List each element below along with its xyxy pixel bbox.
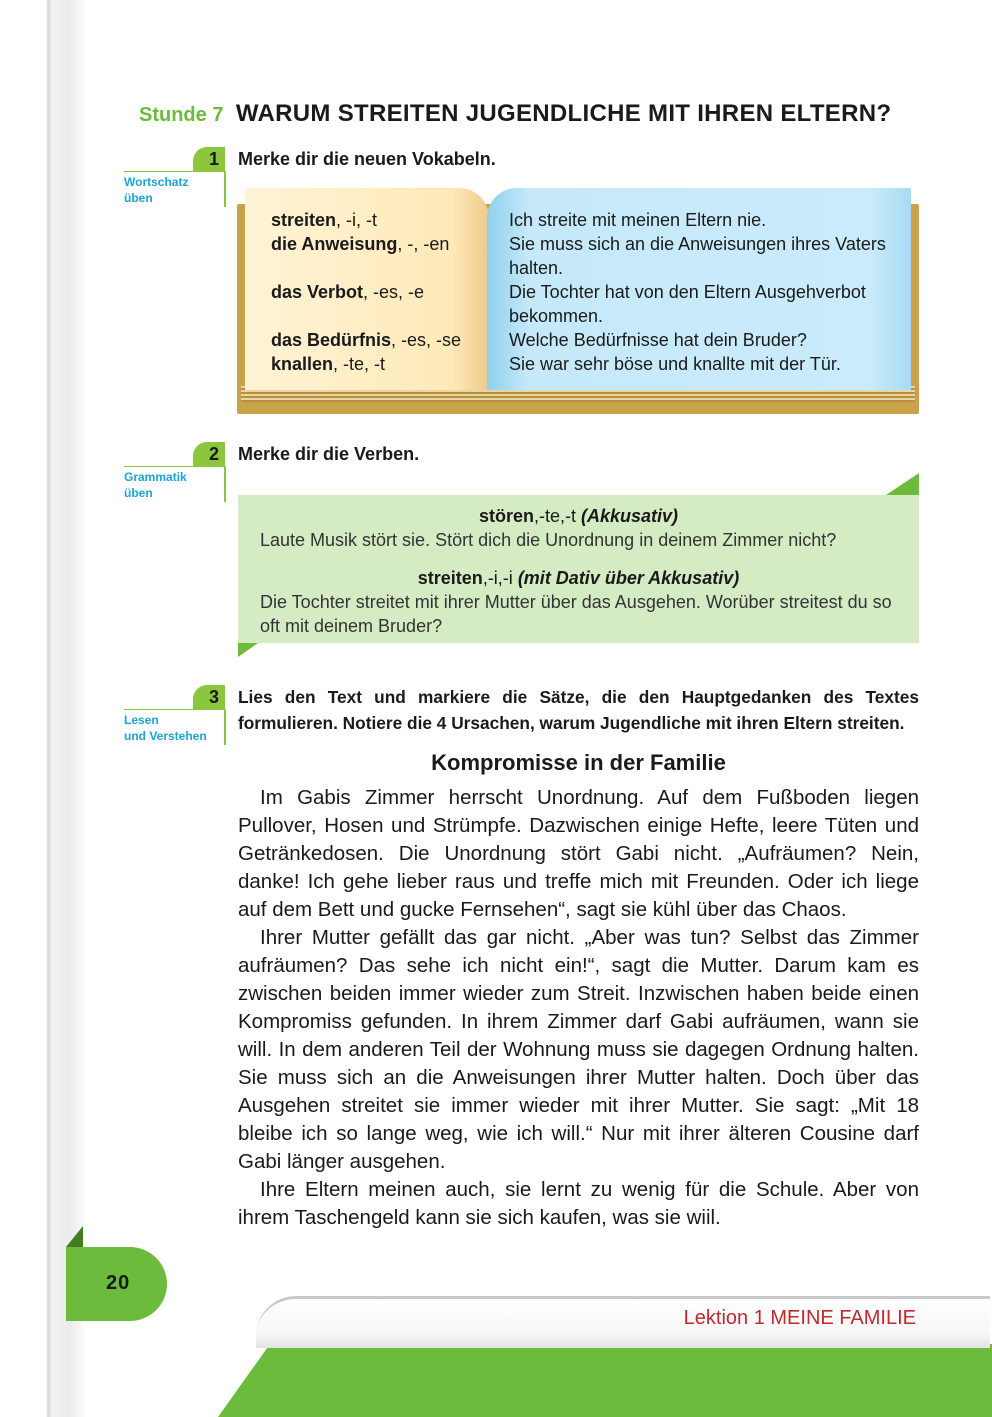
- page-spine: [0, 0, 84, 1417]
- exercise-1-instruction: Merke dir die neuen Vokabeln.: [238, 149, 496, 169]
- vocab-item: [271, 208, 461, 232]
- exercise-1-number: 1: [193, 147, 225, 172]
- exercise-3-rule: [124, 709, 226, 710]
- vocab-forms: , -es, -e: [363, 282, 425, 302]
- exercise-1-rule: [124, 171, 226, 172]
- skill-line: Lesen: [124, 713, 159, 727]
- lesson-label: Stunde 7: [139, 104, 224, 126]
- skill-line: und Verstehen: [124, 729, 207, 743]
- vocab-item: [271, 352, 461, 376]
- example-sentence: Sie muss sich an die Anweisungen ihres Vaters halten.: [509, 234, 886, 278]
- vocab-forms: , -es, -se: [391, 330, 462, 350]
- reading-text: [238, 784, 919, 1232]
- book-right-page: [487, 188, 911, 390]
- vocab-forms: , -, -en: [397, 234, 450, 254]
- text-title: Kompromisse in der Familie: [431, 750, 726, 775]
- grammar-box-corner: [886, 473, 919, 495]
- example-sentence: Ich streite mit meinen Eltern nie.: [509, 210, 767, 230]
- example-sentence: Die Tochter hat von den Eltern Ausgehverbot bekommen.: [509, 282, 866, 326]
- footer-band: [218, 1344, 992, 1417]
- verb-2-example: Die Tochter streitet mit ihrer Mutter über das Ausgehen. Worüber streitest du so oft mit deinem Bruder?: [260, 592, 892, 636]
- vocab-forms: , -te, -t: [333, 354, 386, 374]
- vocab-word: streiten: [271, 210, 337, 230]
- lesson-heading: [139, 100, 891, 128]
- vocabulary-book: [237, 186, 919, 416]
- footer-lesson-title: Lektion 1 MEINE FAMILIE: [683, 1307, 916, 1329]
- page-number: 20: [106, 1272, 131, 1294]
- verb-forms: ,-te,-t: [533, 506, 581, 526]
- vocab-item: [271, 280, 461, 304]
- exercise-1-skill: [124, 174, 188, 206]
- text-paragraph: Ihre Eltern meinen auch, sie lernt zu wenig für die Schule. Aber von ihrem Taschengeld kann sie sich kaufen, was sie wiil.: [238, 1178, 919, 1229]
- text-paragraph: Im Gabis Zimmer herrscht Unordnung. Auf dem Fußboden liegen Pullover, Hosen und Strümpfe. Dazwischen einige Hefte, leere Tüten und Getränkedosen. Die Unordnung stört Gabi nicht. „Aufräumen? Nein, danke! Ich gehe lieber raus und treffe mich mit Freunden. Oder ich liege auf dem Bett und gucke Fernsehen“, sagt sie kühl über das Chaos.: [238, 786, 919, 921]
- exercise-3-number: 3: [193, 685, 225, 710]
- exercise-3-vrule: [224, 709, 226, 745]
- exercise-2-instruction: Merke dir die Verben.: [238, 444, 420, 464]
- exercise-1-vrule: [224, 171, 226, 207]
- book-left-page: [245, 188, 489, 390]
- skill-line: Wortschatz: [124, 175, 189, 189]
- verb-word: stören: [478, 506, 534, 526]
- exercise-2-vrule: [224, 466, 226, 502]
- exercise-3-skill: [124, 712, 207, 744]
- skill-line: Grammatik: [124, 470, 187, 484]
- page-tab-tip: [66, 1226, 83, 1247]
- exercise-3-instruction: Lies den Text und markiere die Sätze, die den Hauptgedanken des Textes formulieren. Notiere die 4 Ursachen, warum Jugendliche mit ihren Eltern streiten.: [238, 687, 919, 733]
- verb-word: streiten: [417, 568, 483, 588]
- verb-2-heading: [238, 566, 919, 590]
- grammar-box-corner: [238, 643, 258, 657]
- skill-line: üben: [124, 486, 153, 500]
- vocab-item: [271, 232, 461, 256]
- exercise-2-number: 2: [193, 442, 225, 467]
- vocab-item: [271, 328, 461, 352]
- example-sentences: [509, 208, 899, 376]
- verb-case: (mit Dativ über Akkusativ): [517, 568, 740, 588]
- verb-case: (Akkusativ): [581, 506, 679, 526]
- lesson-title: WARUM STREITEN JUGENDLICHE MIT IHREN ELTERN?: [235, 100, 892, 127]
- exercise-2-rule: [124, 466, 226, 467]
- vocab-word: knallen: [271, 354, 334, 374]
- exercise-2-skill: [124, 469, 187, 501]
- verb-1-heading: [238, 504, 919, 528]
- vocab-word: das Verbot: [271, 282, 364, 302]
- text-paragraph: Ihrer Mutter gefällt das gar nicht. „Aber was tun? Selbst das Zimmer aufräumen? Das sehe ich nicht ein!“, sagt die Mutter. Darum kam es zwischen beiden immer wieder zum Streit. Inzwischen haben beide einen Kompromiss gefunden. In ihrem Zimmer darf Gabi aufräumen, wann sie will. In dem anderen Teil der Wohnung muss sie dagegen Ordnung halten. Sie muss sich an die Anweisungen ihrer Mutter halten. Doch über das Ausgehen streitet sie immer wieder mit ihrer Mutter. Sie sagt: „Mit 18 bleibe ich so lange weg, wie ich will.“ Nur mit ihrer älteren Cousine darf Gabi länger ausgehen.: [238, 926, 919, 1173]
- vocab-word: die Anweisung: [271, 234, 398, 254]
- vocab-forms: , -i, -t: [336, 210, 378, 230]
- vocabulary-list: [271, 208, 461, 376]
- example-sentence: Sie war sehr böse und knallte mit der Tür.: [509, 354, 841, 374]
- verb-1-example: Laute Musik stört sie. Stört dich die Unordnung in deinem Zimmer nicht?: [260, 530, 837, 550]
- skill-line: üben: [124, 191, 153, 205]
- example-sentence: Welche Bedürfnisse hat dein Bruder?: [509, 330, 807, 350]
- verb-forms: ,-i,-i: [482, 568, 518, 588]
- vocab-word: das Bedürfnis: [271, 330, 392, 350]
